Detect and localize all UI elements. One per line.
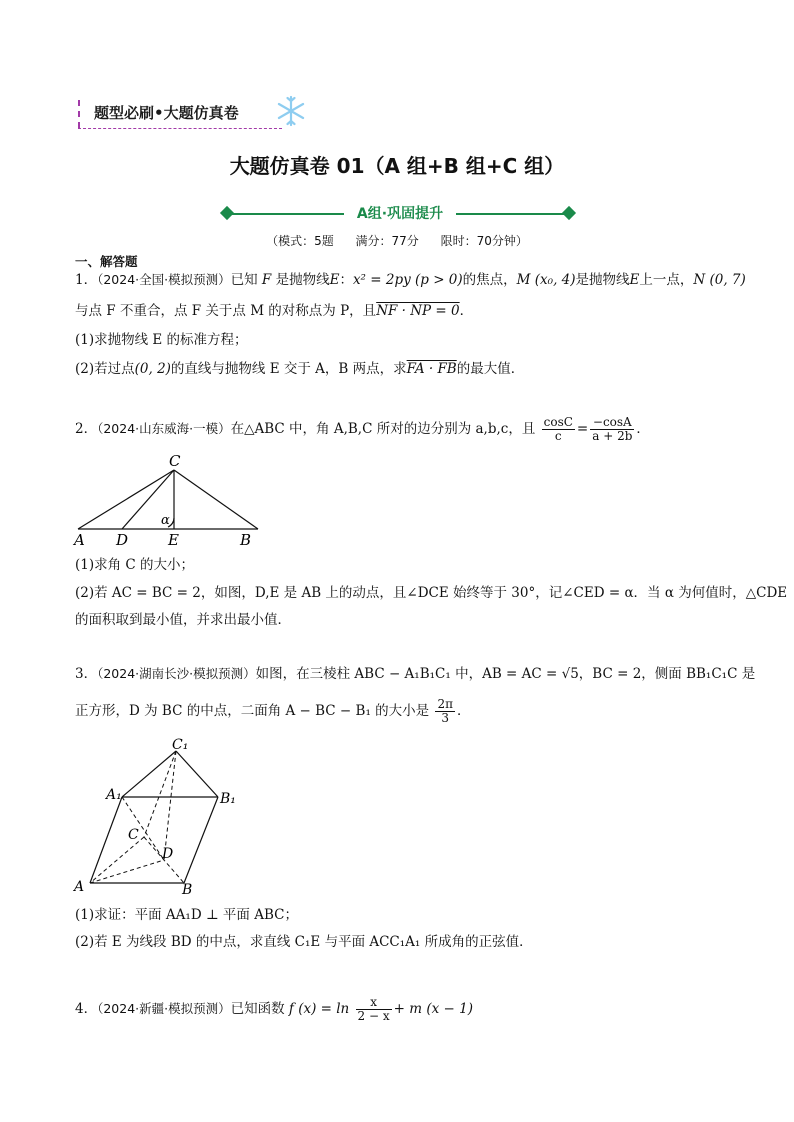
q1-vector-eq: NF · NP = 0 <box>376 303 460 319</box>
header-tag-label: 题型必刷•大题仿真卷 <box>94 104 239 122</box>
banner-line-left <box>232 213 344 215</box>
q2-triangle-figure <box>70 452 270 548</box>
q3-line-2 <box>75 698 470 725</box>
label-A: A <box>74 879 85 895</box>
label-C1: C₁ <box>172 737 189 753</box>
q1-point: (0, 2) <box>134 361 171 377</box>
q4-source: （2024·新疆·模拟预测） <box>97 1001 231 1016</box>
q2-eq: = <box>576 421 589 437</box>
group-banner <box>220 203 578 225</box>
frac-den: 2 − x <box>357 1009 390 1023</box>
q1-text: (2)若过点 <box>75 361 135 377</box>
snowflake-icon <box>274 94 308 128</box>
header-tag <box>78 96 288 132</box>
label-C: C <box>169 452 181 470</box>
q1-text: 与点 F 不重合，点 F 关于点 M 的对称点为 P，且 <box>75 303 377 319</box>
q1-line-2 <box>75 302 473 320</box>
q2-line-1 <box>75 416 650 443</box>
meta-score: 满分：77分 <box>355 234 419 248</box>
label-alpha: α <box>161 513 170 528</box>
q1-text: 是抛物线 <box>575 272 630 288</box>
label-A1: A₁ <box>106 787 122 803</box>
q3-number: 3． <box>75 666 98 682</box>
label-E: E <box>168 531 179 548</box>
meta-time: 限时：70分钟） <box>440 234 528 248</box>
q2-source: （2024·山东威海·一模） <box>97 421 231 436</box>
label-B1: B₁ <box>220 791 236 807</box>
q4-text: 已知函数 <box>230 1001 285 1017</box>
header-dashed-underline <box>78 128 282 129</box>
label-A: A <box>74 531 85 548</box>
q3-text: ． <box>456 703 471 719</box>
q1-sub-2 <box>75 360 524 378</box>
q2-number: 2． <box>75 421 98 437</box>
q4-line-1 <box>75 996 473 1023</box>
banner-line-right <box>456 213 566 215</box>
q1-source: （2024·全国·模拟预测） <box>97 272 231 287</box>
exam-meta <box>0 232 794 249</box>
q2-fraction-right <box>590 416 634 443</box>
q1-text: ． <box>459 303 474 319</box>
frac-num: −cosA <box>590 416 634 430</box>
label-C: C <box>128 827 139 843</box>
label-D: D <box>116 531 129 548</box>
q4-number: 4． <box>75 1001 98 1017</box>
q3-sub-1: (1)求证：平面 AA₁D ⊥ 平面 ABC； <box>75 907 298 923</box>
q2-sub-2-line-1: (2)若 AC = BC = 2，如图，D,E 是 AB 上的动点，且∠DCE 始终等于 30°，记∠CED = α．当 α 为何值时，△CDE <box>75 585 788 601</box>
q1-number: 1． <box>75 272 98 288</box>
diamond-icon <box>562 206 576 220</box>
q2-sub-1: (1)求角 C 的大小； <box>75 557 195 573</box>
label-B: B <box>182 882 193 897</box>
q3-prism-figure <box>68 735 248 897</box>
q1-text: 的焦点， <box>462 272 517 288</box>
q1-text: 是抛物线 <box>275 272 330 288</box>
q1-point-m: M (x₀, 4) <box>516 272 576 288</box>
frac-den: a + 2b <box>592 429 633 443</box>
q1-sub-1: (1)求抛物线 E 的标准方程； <box>75 332 248 348</box>
q4-function-tail: + m (x − 1) <box>393 1001 473 1017</box>
q2-text: ． <box>636 421 650 437</box>
page-title: 大题仿真卷 01（A 组+B 组+C 组） <box>229 154 565 178</box>
header-vertical-divider <box>78 100 80 128</box>
frac-num: x <box>356 996 392 1010</box>
q1-vector-product: FA · FB <box>406 361 457 377</box>
q2-sub-2-line-2: 的面积取到最小值，并求出最小值． <box>75 612 291 628</box>
q1-parabola-eq: x² = 2py (p > 0) <box>352 272 463 288</box>
q4-fraction <box>356 996 392 1023</box>
q1-point-n: N (0, 7) <box>693 272 746 288</box>
frac-num: cosC <box>543 415 573 429</box>
q3-fraction <box>435 698 455 725</box>
label-D: D <box>162 846 174 862</box>
q3-source: （2024·湖南长沙·模拟预测） <box>97 666 256 681</box>
q1-text: 的最大值． <box>456 361 525 377</box>
q2-fraction-left <box>542 416 575 443</box>
q1-text: 的直线与抛物线 E 交于 A，B 两点，求 <box>170 361 407 377</box>
frac-num: 2π <box>437 697 453 711</box>
q1-text: 上一点， <box>639 272 694 288</box>
section-heading: 一、解答题 <box>75 254 138 269</box>
q2-text: 在△ABC 中，角 A,B,C 所对的边分别为 a,b,c，且 <box>230 421 536 437</box>
frac-den: 3 <box>441 711 450 725</box>
q3-sub-2: (2)若 E 为线段 BD 的中点，求直线 C₁E 与平面 ACC₁A₁ 所成角的正弦值． <box>75 934 533 950</box>
meta-mode: （模式：5题 <box>266 234 334 248</box>
q3-line-1 <box>75 665 755 683</box>
frac-den: c <box>554 429 562 443</box>
label-B: B <box>240 531 252 548</box>
q3-text: 正方形，D 为 BC 的中点，二面角 A − BC − B₁ 的大小是 <box>75 703 430 719</box>
group-label: A组·巩固提升 <box>356 206 444 222</box>
q3-text: 如图，在三棱柱 ABC − A₁B₁C₁ 中，AB = AC = √5，BC = 2，侧面 BB₁C₁C 是 <box>255 666 756 682</box>
q1-text: 已知 <box>230 272 258 288</box>
q4-function: f (x) = ln <box>288 1001 350 1017</box>
q1-line-1: 1．（2024·全国·模拟预测）已知 F 是抛物线E：x² = 2py (p > 0)的焦点，M (x₀, 4)是抛物线E上一点，N (0, 7) <box>75 272 746 288</box>
